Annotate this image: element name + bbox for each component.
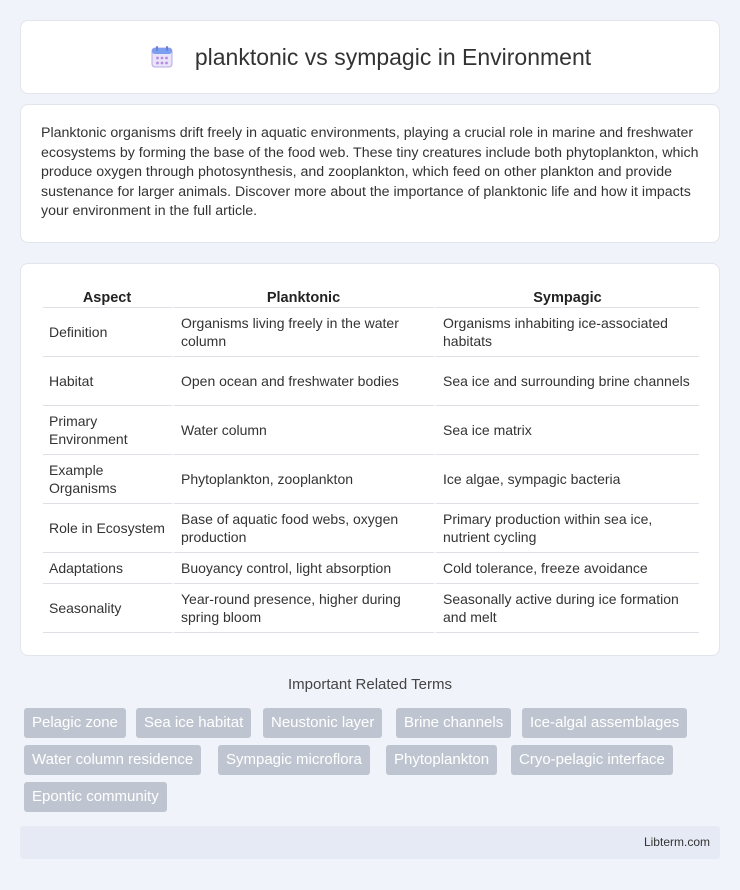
table-row bbox=[43, 504, 699, 553]
table-cell-planktonic: Open ocean and freshwater bodies bbox=[174, 357, 436, 406]
comparison-table-card bbox=[20, 263, 720, 656]
table-header-row bbox=[43, 286, 699, 308]
table-cell-aspect: Habitat bbox=[43, 357, 174, 406]
related-term-tag[interactable]: Sea ice habitat bbox=[136, 708, 251, 738]
table-row bbox=[43, 455, 699, 504]
related-term-tag[interactable]: Cryo-pelagic interface bbox=[511, 745, 673, 775]
table-cell-planktonic: Water column bbox=[174, 406, 436, 455]
table-row bbox=[43, 308, 699, 357]
table-cell-planktonic: Buoyancy control, light absorption bbox=[174, 553, 436, 584]
column-header-aspect: Aspect bbox=[43, 286, 174, 308]
related-term-tag[interactable]: Epontic community bbox=[24, 782, 167, 812]
column-header-sympagic: Sympagic bbox=[436, 286, 699, 308]
related-term-tag[interactable]: Ice-algal assemblages bbox=[522, 708, 687, 738]
comparison-table bbox=[43, 286, 699, 633]
related-term-tag[interactable]: Pelagic zone bbox=[24, 708, 126, 738]
column-header-planktonic: Planktonic bbox=[174, 286, 436, 308]
table-row bbox=[43, 406, 699, 455]
related-term-tag[interactable]: Phytoplankton bbox=[386, 745, 497, 775]
table-cell-sympagic: Primary production within sea ice, nutrient cycling bbox=[436, 504, 699, 553]
related-term-tag[interactable]: Sympagic microflora bbox=[218, 745, 370, 775]
footer-bar bbox=[20, 826, 720, 859]
table-cell-aspect: Definition bbox=[43, 308, 174, 357]
related-term-tag[interactable]: Neustonic layer bbox=[263, 708, 382, 738]
intro-card bbox=[20, 104, 720, 243]
table-cell-planktonic: Year-round presence, higher during spring bloom bbox=[174, 584, 436, 633]
table-cell-aspect: Adaptations bbox=[43, 553, 174, 584]
table-cell-planktonic: Phytoplankton, zooplankton bbox=[174, 455, 436, 504]
table-cell-sympagic: Ice algae, sympagic bacteria bbox=[436, 455, 699, 504]
intro-text: Planktonic organisms drift freely in aquatic environments, playing a crucial role in marine and freshwater ecosystems by forming the base of the food web. These tiny creatures include both phytoplankton, which produce oxygen through photosynthesis, and zooplankton, which feed on other plankton and provide sustenance for larger animals. Discover more about the importance of planktonic life and how it impacts your environment in the full article. bbox=[41, 125, 699, 220]
footer-site-link[interactable]: Libterm.com bbox=[643, 835, 710, 849]
table-cell-sympagic: Seasonally active during ice formation and melt bbox=[436, 584, 699, 633]
table-cell-aspect: Example Organisms bbox=[43, 455, 174, 504]
related-term-tag[interactable]: Water column residence bbox=[24, 745, 201, 775]
table-row bbox=[43, 553, 699, 584]
table-cell-aspect: Seasonality bbox=[43, 584, 174, 633]
table-cell-planktonic: Base of aquatic food webs, oxygen production bbox=[174, 504, 436, 553]
table-cell-aspect: Role in Ecosystem bbox=[43, 504, 174, 553]
related-term-tag[interactable]: Brine channels bbox=[396, 708, 511, 738]
table-cell-sympagic: Sea ice matrix bbox=[436, 406, 699, 455]
related-terms-title: Important Related Terms bbox=[288, 676, 452, 693]
table-cell-aspect: Primary Environment bbox=[43, 406, 174, 455]
header-card bbox=[20, 20, 720, 94]
table-cell-sympagic: Sea ice and surrounding brine channels bbox=[436, 357, 699, 406]
table-cell-planktonic: Organisms living freely in the water column bbox=[174, 308, 436, 357]
table-row bbox=[43, 584, 699, 633]
table-cell-sympagic: Cold tolerance, freeze avoidance bbox=[436, 553, 699, 584]
page-title: planktonic vs sympagic in Environment bbox=[194, 43, 592, 70]
table-cell-sympagic: Organisms inhabiting ice-associated habitats bbox=[436, 308, 699, 357]
calendar-icon bbox=[149, 44, 175, 70]
table-row bbox=[43, 357, 699, 406]
